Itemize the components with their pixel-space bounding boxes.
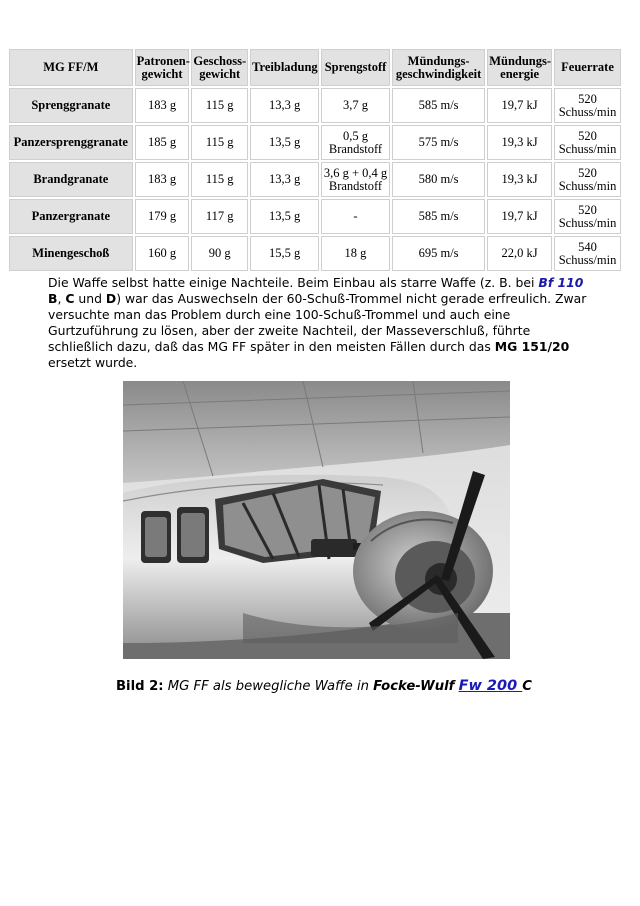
caption-variant: C — [522, 679, 532, 694]
bf110-link[interactable]: Bf 110 — [538, 275, 584, 290]
ammo-type-cell: Minengeschoß — [9, 236, 133, 271]
table-cell: 13,5 g — [250, 125, 319, 160]
aircraft-gun-photo — [123, 381, 510, 659]
table-cell: 18 g — [321, 236, 390, 271]
column-header: MG FF/M — [9, 49, 133, 86]
table-cell: 15,5 g — [250, 236, 319, 271]
fw200-link[interactable]: Fw 200 — [458, 678, 523, 694]
caption-text: MG FF als bewegliche Waffe in — [163, 679, 374, 694]
table-cell: 520 Schuss/min — [554, 199, 621, 234]
table-row — [9, 125, 621, 160]
table-cell: 185 g — [135, 125, 190, 160]
table-cell: 160 g — [135, 236, 190, 271]
table-cell: 19,3 kJ — [487, 125, 552, 160]
table-cell: 695 m/s — [392, 236, 485, 271]
table-cell: 13,3 g — [250, 162, 319, 197]
column-header: Mündungs- energie — [487, 49, 552, 86]
figure-caption — [116, 678, 536, 694]
table-cell: 585 m/s — [392, 88, 485, 123]
table-row — [9, 88, 621, 123]
ammo-specs-table — [7, 47, 623, 273]
table-cell: 183 g — [135, 162, 190, 197]
table-cell: 22,0 kJ — [487, 236, 552, 271]
table-cell: 117 g — [191, 199, 248, 234]
table-cell: 19,3 kJ — [487, 162, 552, 197]
table-cell: 19,7 kJ — [487, 199, 552, 234]
table-cell: - — [321, 199, 390, 234]
table-cell: 179 g — [135, 199, 190, 234]
table-cell: 3,7 g — [321, 88, 390, 123]
table-cell: 19,7 kJ — [487, 88, 552, 123]
table-cell: 13,5 g — [250, 199, 319, 234]
table-cell: 0,5 g Brandstoff — [321, 125, 390, 160]
table-cell: 183 g — [135, 88, 190, 123]
variant-b: B — [48, 291, 58, 306]
body-paragraph: Die Waffe selbst hatte einige Nachteile. Beim Einbau als starre Waffe (z. B. bei Bf 110 B, C und D) war das Auswechseln der 60-Schuß-Trommel nicht gerade erfreulich. Zwar versuchte man das Problem durch eine 100-Schuß-Trommel und auch eine Gurtzuführung zu lösen, aber der zweite Nachteil, der Masseverschluß, führte schließlich dazu, daß das MG FF später in den meisten Fällen durch das MG 151/20 ersetzt wurde. — [48, 275, 587, 370]
table-cell: 115 g — [191, 162, 248, 197]
table-row — [9, 162, 621, 197]
para-text: Die Waffe selbst hatte einige Nachteile. Beim Einbau als starre Waffe (z. B. bei — [48, 275, 539, 290]
caption-maker: Focke-Wulf — [373, 679, 455, 694]
table-cell: 585 m/s — [392, 199, 485, 234]
ammo-type-cell: Brandgranate — [9, 162, 133, 197]
caption-label: Bild 2: — [116, 679, 164, 694]
column-header: Patronen- gewicht — [135, 49, 190, 86]
ammo-type-cell: Panzergranate — [9, 199, 133, 234]
table-cell: 90 g — [191, 236, 248, 271]
table-cell: 3,6 g + 0,4 g Brandstoff — [321, 162, 390, 197]
table-cell: 115 g — [191, 125, 248, 160]
variant-c: C — [65, 291, 75, 306]
ammo-type-cell: Sprenggranate — [9, 88, 133, 123]
column-header: Geschoss- gewicht — [191, 49, 248, 86]
table-cell: 580 m/s — [392, 162, 485, 197]
column-header: Treibladung — [250, 49, 319, 86]
table-cell: 520 Schuss/min — [554, 88, 621, 123]
table-row — [9, 199, 621, 234]
aircraft-photo-illustration — [123, 381, 510, 659]
table-cell: 540 Schuss/min — [554, 236, 621, 271]
table-cell: 13,3 g — [250, 88, 319, 123]
column-header: Sprengstoff — [321, 49, 390, 86]
ammo-type-cell: Panzersprenggranate — [9, 125, 133, 160]
table-cell: 520 Schuss/min — [554, 125, 621, 160]
table-cell: 115 g — [191, 88, 248, 123]
table-cell: 575 m/s — [392, 125, 485, 160]
column-header: Feuerrate — [554, 49, 621, 86]
table-header-row — [9, 49, 621, 86]
mg151-ref: MG 151/20 — [494, 339, 570, 354]
table-cell: 520 Schuss/min — [554, 162, 621, 197]
table-row — [9, 236, 621, 271]
variant-d: D — [105, 291, 117, 306]
column-header: Mündungs- geschwindigkeit — [392, 49, 485, 86]
